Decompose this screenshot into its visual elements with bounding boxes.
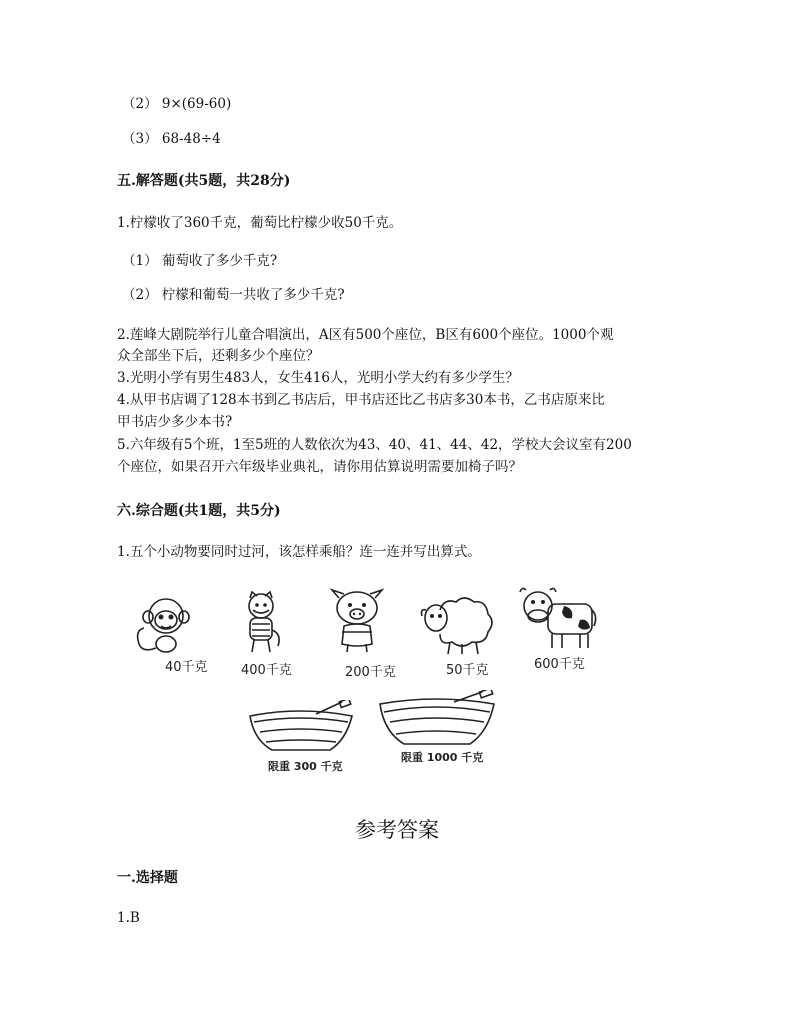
- question-5-5-line1: 5.六年级有5个班，1至5班的人数依次为43、40、41、44、42，学校大会议室有200: [117, 437, 632, 453]
- section5-heading: 五.解答题(共5题，共28分): [117, 173, 291, 189]
- cow-icon: [518, 584, 598, 650]
- question-5-1-sub1: （1） 葡萄收了多少千克?: [122, 253, 278, 269]
- question-5-4-line2: 甲书店少多少本书?: [117, 414, 233, 430]
- question-5-2-line1: 2.莲峰大剧院举行儿童合唱演出，A区有500个座位，B区有600个座位。1000个观: [117, 327, 614, 343]
- small-boat-limit-label: 限重 300 千克: [268, 760, 343, 773]
- pig-weight-label: 200千克: [345, 665, 396, 680]
- monkey-icon: [130, 592, 200, 656]
- question-5-1: 1.柠檬收了360千克，葡萄比柠檬少收50千克。: [117, 215, 403, 231]
- monkey-weight-label: 40千克: [165, 660, 208, 675]
- boat-icon-large: [376, 690, 500, 750]
- answer-1: 1.B: [117, 910, 140, 926]
- sheep-icon: [418, 592, 496, 656]
- sheep-weight-label: 50千克: [446, 663, 489, 678]
- answer-title: 参考答案: [355, 818, 439, 842]
- question-6-1: 1.五个小动物要同时过河，该怎样乘船？连一连并写出算式。: [117, 544, 481, 560]
- question-5-5-line2: 个座位，如果召开六年级毕业典礼，请你用估算说明需要加椅子吗？: [117, 459, 522, 475]
- pig-icon: [326, 586, 388, 656]
- question-5-4-line1: 4.从甲书店调了128本书到乙书店后，甲书店还比乙书店多30本书，乙书店原来比: [117, 392, 605, 408]
- tiger-icon: [236, 590, 286, 656]
- cow-weight-label: 600千克: [534, 657, 585, 672]
- section6-heading: 六.综合题(共1题，共5分): [117, 503, 281, 519]
- large-boat-limit-label: 限重 1000 千克: [401, 751, 484, 764]
- question-5-3: 3.光明小学有男生483人，女生416人，光明小学大约有多少学生？: [117, 370, 519, 386]
- answer-section1-heading: 一.选择题: [117, 870, 178, 886]
- calc-item-2: （2） 9×(69-60): [122, 96, 232, 112]
- question-5-2-line2: 众全部坐下后，还剩多少个座位？: [117, 348, 320, 364]
- calc-item-3: （3） 68-48÷4: [122, 131, 221, 147]
- boat-icon-small: [246, 700, 358, 756]
- question-5-1-sub2: （2） 柠檬和葡萄一共收了多少千克?: [122, 287, 345, 303]
- tiger-weight-label: 400千克: [241, 663, 292, 678]
